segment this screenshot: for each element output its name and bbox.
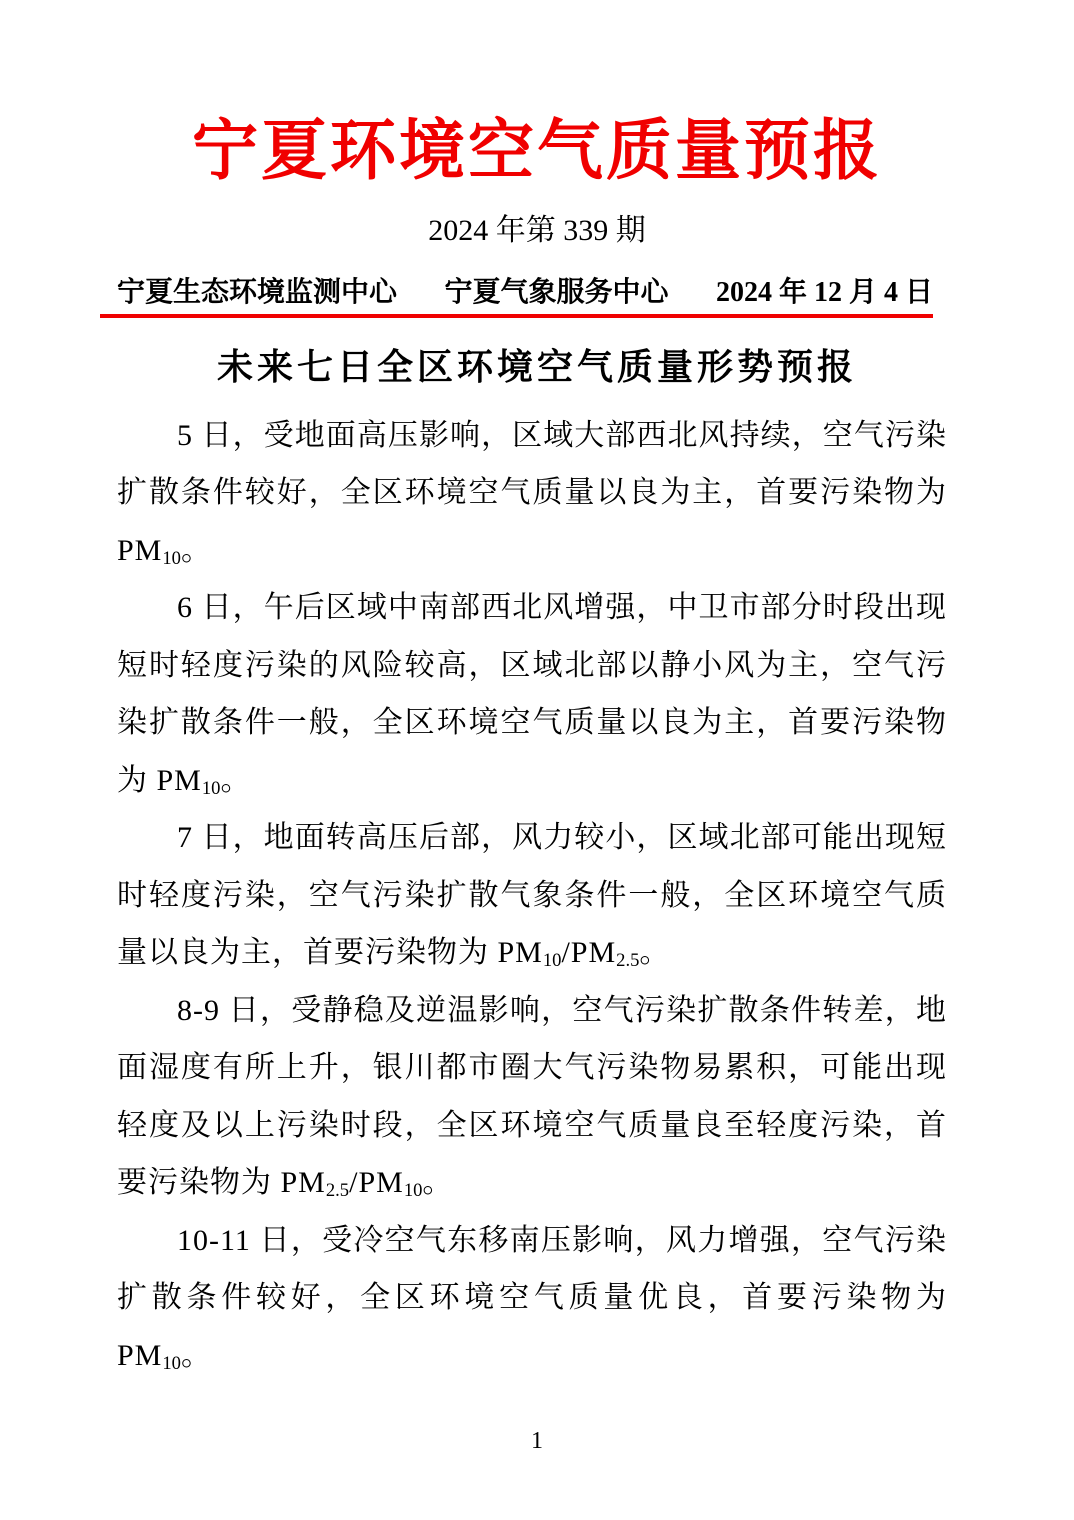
pm-subscript: 10 xyxy=(403,1180,423,1202)
pm-subscript: 2.5 xyxy=(325,1180,350,1202)
pm-subscript: 10 xyxy=(542,950,562,972)
forecast-paragraph-day8-9 xyxy=(117,982,947,1212)
forecast-paragraph-day7 xyxy=(117,809,947,982)
section-heading: 未来七日全区环境空气质量形势预报 xyxy=(216,346,857,387)
paragraph-text: 。 xyxy=(180,1338,212,1372)
pm-subscript: 10 xyxy=(162,547,181,569)
paragraph-text: 。 xyxy=(422,1166,454,1200)
pm-subscript: 10 xyxy=(162,1352,181,1374)
forecast-body xyxy=(117,407,947,1385)
paragraph-text: 6 日，午后区域中南部西北风增强，中卫市部分时段出现短时轻度污染的风险较高，区域北部以静小风为主，空气污染扩散条件一般，全区环境空气质量以良为主，首要污染物为 PM xyxy=(117,591,947,797)
masthead-org-monitoring-center: 宁夏生态环境监测中心 xyxy=(117,277,398,309)
forecast-paragraph-day6 xyxy=(117,579,947,809)
paragraph-text: 5 日，受地面高压影响，区域大部西北风持续，空气污染扩散条件较好，全区环境空气质量以良为主，首要污染物为 PM xyxy=(117,418,947,567)
issue-number: 2024 年第 339 期 xyxy=(428,214,646,248)
masthead-date: 2024 年 12 月 4 日 xyxy=(715,277,933,309)
masthead-org-weather-service: 宁夏气象服务中心 xyxy=(444,277,669,309)
pm-subscript: 2.5 xyxy=(616,950,640,972)
paragraph-text: 8-9 日，受静稳及逆温影响，空气污染扩散条件转差，地面湿度有所上升，银川都市圈大气污染物易累积，可能出现轻度及以上污染时段，全区环境空气质量良至轻度污染，首要污染物为 PM xyxy=(117,993,947,1200)
masthead xyxy=(117,274,933,312)
pm-subscript: 10 xyxy=(201,777,221,799)
paragraph-text: /PM xyxy=(561,936,617,970)
page-number: 1 xyxy=(531,1428,543,1454)
paragraph-text: 7 日，地面转高压后部，风力较小，区域北部可能出现短时轻度污染，空气污染扩散气象条件一般，全区环境空气质量以良为主，首要污染物为 PM xyxy=(117,821,947,970)
paragraph-text: /PM xyxy=(349,1166,404,1200)
paragraph-text: 。 xyxy=(220,763,252,797)
forecast-paragraph-day10-11 xyxy=(117,1212,947,1385)
forecast-paragraph-day5 xyxy=(117,407,947,580)
paragraph-text: 。 xyxy=(639,936,671,970)
paragraph-text: 10-11 日，受冷空气东移南压影响，风力增强，空气污染扩散条件较好，全区环境空气质量优良，首要污染物为 PM xyxy=(117,1223,947,1372)
document-title: 宁夏环境空气质量预报 xyxy=(192,115,882,188)
paragraph-text: 。 xyxy=(180,533,212,567)
red-divider-rule xyxy=(100,314,933,318)
